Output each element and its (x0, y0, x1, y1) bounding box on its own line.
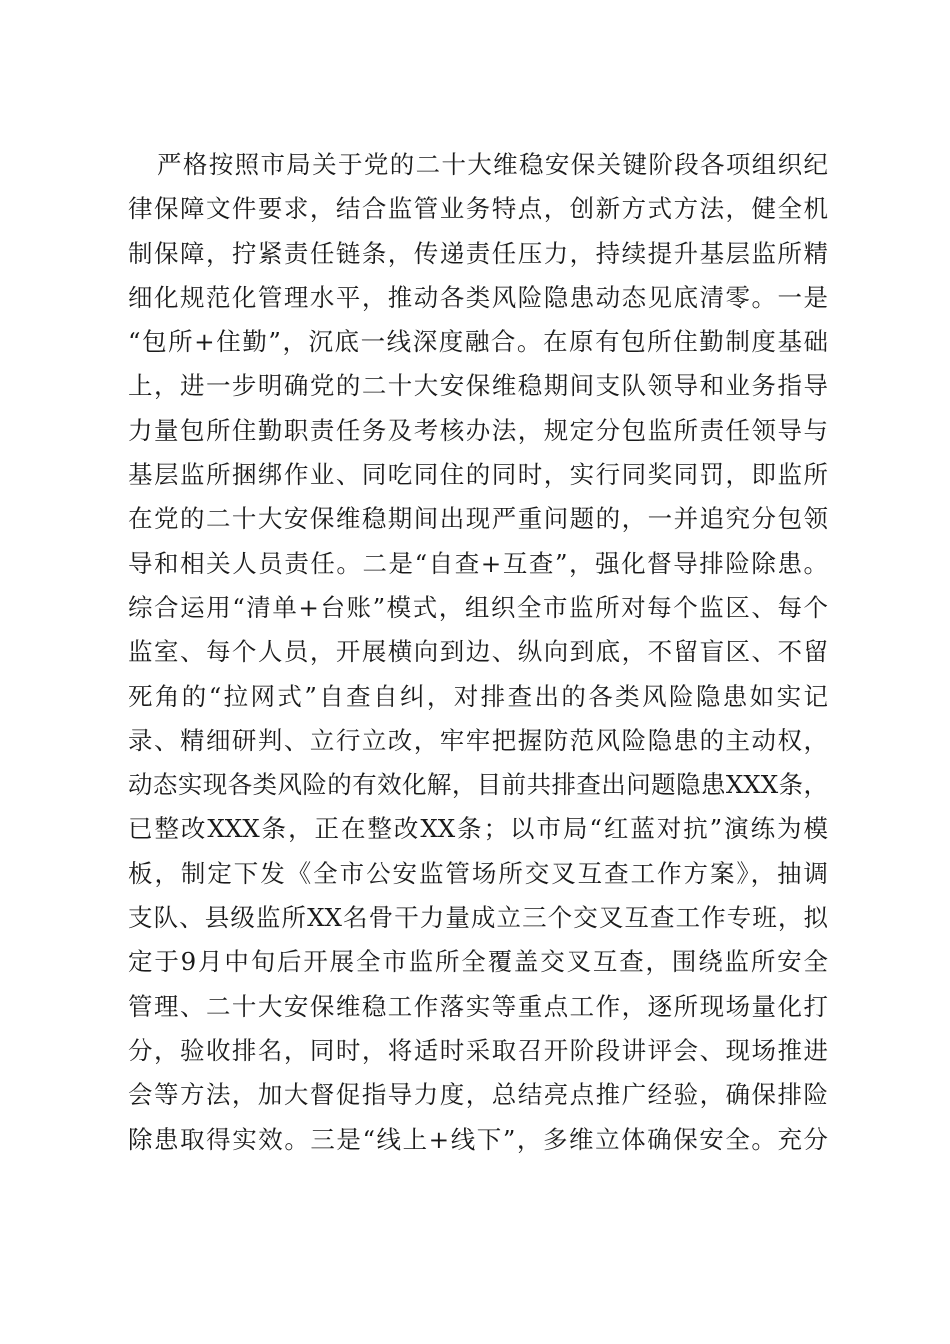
paragraph-line: 细化规范化管理水平，推动各类风险隐患动态见底清零。一是 (128, 282, 828, 312)
paragraph-line: 板，制定下发《全市公安监管场所交叉互查工作方案》，抽调 (128, 858, 828, 888)
paragraph-line: 上，进一步明确党的二十大安保维稳期间支队领导和业务指导 (128, 371, 828, 401)
paragraph-line: 在党的二十大安保维稳期间出现严重问题的，一并追究分包领 (128, 504, 828, 534)
paragraph-line: 支队、县级监所XX名骨干力量成立三个交叉互查工作专班，拟 (128, 903, 828, 933)
paragraph-line: 管理、二十大安保维稳工作落实等重点工作，逐所现场量化打 (128, 991, 828, 1021)
paragraph-line: 律保障文件要求，结合监管业务特点，创新方式方法，健全机 (128, 194, 828, 224)
paragraph-line: 综合运用“清单+台账”模式，组织全市监所对每个监区、每个 (128, 592, 828, 622)
paragraph-line: 严格按照市局关于党的二十大维稳安保关键阶段各项组织纪 (157, 150, 828, 179)
paragraph-line: 定于9月中旬后开展全市监所全覆盖交叉互查，围绕监所安全 (128, 947, 828, 977)
paragraph-line: 会等方法，加大督促指导力度，总结亮点推广经验，确保排险 (128, 1080, 828, 1110)
paragraph-line: 制保障，拧紧责任链条，传递责任压力，持续提升基层监所精 (128, 238, 828, 268)
paragraph-line: 监室、每个人员，开展横向到边、纵向到底，不留盲区、不留 (128, 637, 828, 667)
paragraph-line: “包所+住勤”，沉底一线深度融合。在原有包所住勤制度基础 (128, 327, 828, 357)
body-paragraph (128, 143, 828, 1162)
paragraph-line: 已整改XXX条，正在整改XX条；以市局“红蓝对抗”演练为模 (128, 814, 828, 844)
paragraph-line: 导和相关人员责任。二是“自查+互查”，强化督导排险除患。 (128, 548, 828, 578)
paragraph-line: 死角的“拉网式”自查自纠，对排查出的各类风险隐患如实记 (128, 681, 828, 711)
paragraph-line: 力量包所住勤职责任务及考核办法，规定分包监所责任领导与 (128, 415, 828, 445)
paragraph-line: 基层监所捆绑作业、同吃同住的同时，实行同奖同罚，即监所 (128, 460, 828, 490)
paragraph-line: 动态实现各类风险的有效化解，目前共排查出问题隐患XXX条， (128, 770, 828, 800)
paragraph-line: 分，验收排名，同时，将适时采取召开阶段讲评会、现场推进 (128, 1035, 828, 1065)
paragraph-line: 录、精细研判、立行立改，牢牢把握防范风险隐患的主动权， (128, 725, 828, 755)
paragraph-line: 除患取得实效。三是“线上+线下”，多维立体确保安全。充分 (128, 1124, 828, 1154)
